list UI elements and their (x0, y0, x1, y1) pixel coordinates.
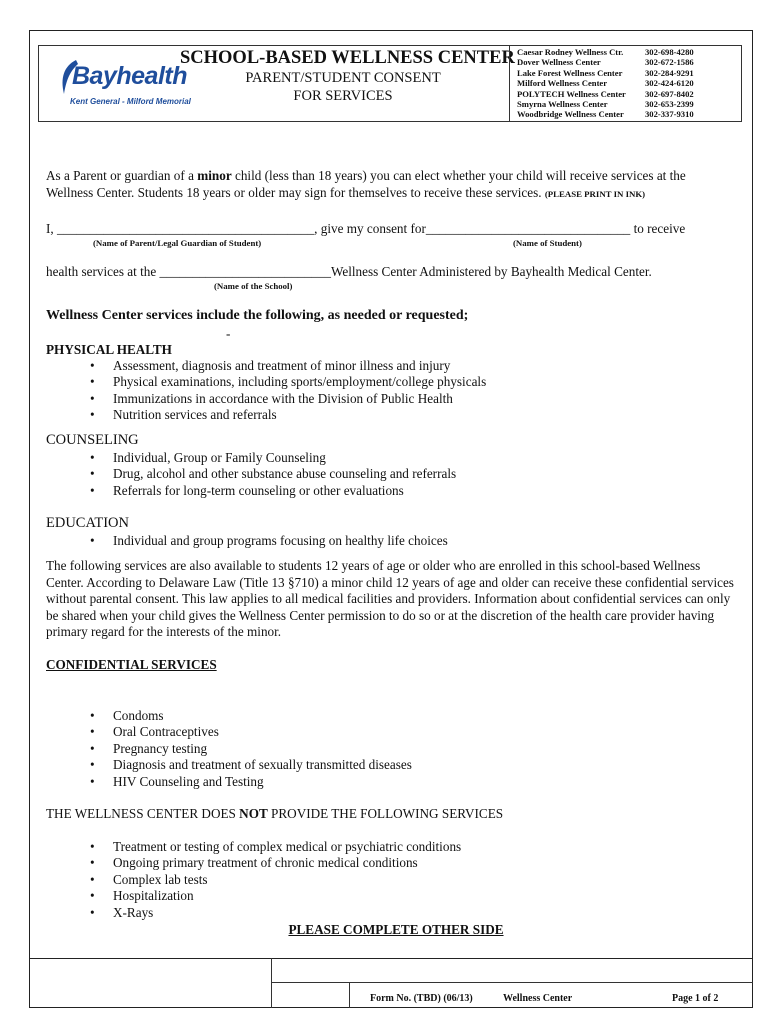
form-subtitle-1: PARENT/STUDENT CONSENT (245, 70, 441, 86)
footer-divider (349, 982, 350, 1008)
center-row: Lake Forest Wellness Center 302-284-9291 (517, 67, 694, 78)
center-row: Milford Wellness Center 302-424-6120 (517, 78, 694, 89)
list-item: • HIV Counseling and Testing (90, 773, 264, 789)
counseling-heading: COUNSELING (46, 432, 139, 448)
list-item: • Individual, Group or Family Counseling (90, 450, 326, 465)
school-name-field[interactable]: __________________________ (159, 264, 331, 279)
intro-paragraph: As a Parent or guardian of a minor child (less than 18 years) you can elect whether your child will receive services at the Wellness Center. Students 18 years or older may sign for themselves to receive these services. (PLEASE PRINT IN INK) (46, 168, 686, 200)
education-heading: EDUCATION (46, 515, 129, 531)
footer-rule-inner (271, 982, 753, 983)
logo-subtitle: Kent General - Milford Memorial (70, 97, 191, 106)
wellness-centers-list (517, 47, 694, 120)
logo-text: Bayhealth (72, 62, 187, 90)
list-item: • Individual and group programs focusing on healthy life choices (90, 533, 448, 548)
parent-name-label: (Name of Parent/Legal Guardian of Student) (93, 238, 262, 248)
list-item: • Immunizations in accordance with the Division of Public Health (90, 390, 453, 406)
list-item: • Complex lab tests (90, 871, 208, 887)
footer-rule (29, 958, 753, 959)
list-item: • Hospitalization (90, 888, 194, 904)
parent-name-field[interactable]: _______________________________________ (57, 221, 315, 236)
not-provided-heading: THE WELLNESS CENTER DOES NOT PROVIDE THE FOLLOWING SERVICES (46, 806, 504, 821)
list-item: • Referrals for long-term counseling or other evaluations (90, 482, 404, 498)
center-row: Caesar Rodney Wellness Ctr. 302-698-4280 (517, 47, 694, 57)
list-item: • Nutrition services and referrals (90, 407, 277, 423)
form-number: Form No. (TBD) (06/13) (370, 993, 473, 1004)
list-item: • Physical examinations, including sports/employment/college physicals (90, 374, 487, 390)
center-row: Dover Wellness Center 302-672-1586 (517, 57, 694, 68)
form-title: SCHOOL-BASED WELLNESS CENTER (180, 48, 515, 68)
education-list (90, 533, 448, 549)
student-name-label: (Name of Student) (513, 238, 582, 248)
list-item: • X-Rays (90, 904, 154, 920)
complete-other-side-notice: PLEASE COMPLETE OTHER SIDE (288, 922, 504, 937)
center-row: Woodbridge Wellness Center 302-337-9310 (517, 109, 694, 120)
school-name-label: (Name of the School) (214, 281, 293, 291)
not-provided-list (90, 839, 461, 921)
counseling-list (90, 450, 456, 499)
list-item: • Pregnancy testing (90, 740, 208, 756)
form-subtitle-2: FOR SERVICES (293, 88, 393, 104)
law-paragraph: The following services are also available to students 12 years of age or older who are enrolled in this school-based Wellness Center. According to Delaware Law (Title 13 §710) a minor child 12 years of age and older can receive these confidential services without parental consent. This law applies to all medical facilities and providers. Information about confidential services can only be shared when your child gives the Wellness Center permission to do so or at the discretion of the health care provider having primary regard for the interests of the minor. (46, 558, 734, 639)
list-item: • Drug, alcohol and other substance abuse counseling and referrals (90, 466, 457, 482)
confidential-services-list (90, 708, 412, 790)
physical-health-heading: PHYSICAL HEALTH (46, 342, 172, 357)
footer-center: Wellness Center (503, 993, 573, 1004)
stray-dash: - (226, 326, 231, 341)
physical-health-list (90, 358, 486, 424)
bayhealth-logo (56, 52, 191, 112)
confidential-services-heading: CONFIDENTIAL SERVICES (46, 657, 217, 672)
list-item: • Diagnosis and treatment of sexually transmitted diseases (90, 757, 412, 773)
list-item: • Oral Contraceptives (90, 724, 219, 740)
list-item: • Ongoing primary treatment of chronic medical conditions (90, 855, 418, 871)
list-item: • Treatment or testing of complex medical or psychiatric conditions (90, 839, 462, 854)
center-row: POLYTECH Wellness Center 302-697-8402 (517, 88, 694, 99)
header-divider (509, 45, 510, 122)
center-row: Smyrna Wellness Center 302-653-2399 (517, 99, 694, 110)
list-item: • Condoms (90, 708, 164, 723)
footer-divider (271, 958, 272, 1008)
consent-line-2: health services at the __________________________Wellness Center Administered by Bayhealth Medical Center. (46, 264, 652, 279)
consent-line-1: I, _______________________________________, give my consent for_______________________________ to receive (46, 221, 686, 236)
services-heading: Wellness Center services include the following, as needed or requested; (46, 308, 469, 323)
student-name-field[interactable]: _______________________________ (425, 221, 631, 236)
page-number: Page 1 of 2 (672, 993, 719, 1004)
list-item: • Assessment, diagnosis and treatment of minor illness and injury (90, 358, 451, 373)
